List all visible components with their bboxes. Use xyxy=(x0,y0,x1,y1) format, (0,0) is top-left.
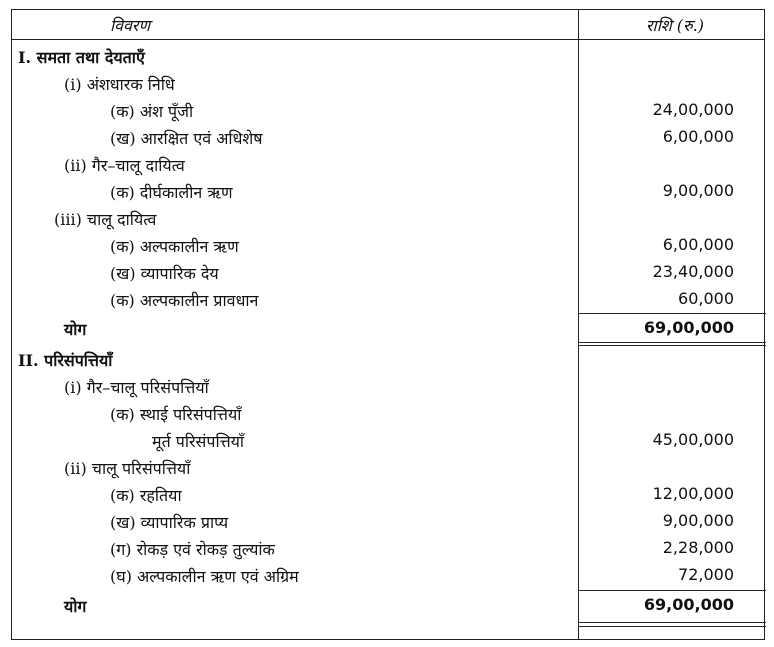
table-row xyxy=(12,400,766,427)
table-row xyxy=(12,70,766,97)
row-label: (क) अल्पकालीन प्रावधान xyxy=(110,291,259,310)
row-amount: 2,28,000 xyxy=(662,538,734,557)
row-label: (क) अंश पूँजी xyxy=(110,102,194,121)
table-row xyxy=(12,43,766,70)
total-rule-top xyxy=(578,313,766,314)
table-row xyxy=(12,373,766,400)
row-amount: 6,00,000 xyxy=(662,127,734,146)
total-rule-bottom-double xyxy=(578,626,766,627)
row-label: (क) दीर्घकालीन ऋण xyxy=(110,183,233,202)
row-amount: 12,00,000 xyxy=(652,484,734,503)
row-label: (ग) रोकड़ एवं रोकड़ तुल्यांक xyxy=(110,540,275,559)
table-row xyxy=(12,151,766,178)
row-label: (क) अल्पकालीन ऋण xyxy=(110,237,239,256)
table-row xyxy=(12,562,766,589)
total-label: योग xyxy=(64,320,87,339)
total-row-liabilities xyxy=(12,315,766,342)
table-row xyxy=(12,178,766,205)
section-title: I. समता तथा देयताएँ xyxy=(18,48,145,67)
balance-sheet-table xyxy=(11,9,765,640)
total-rule-bottom xyxy=(578,622,766,623)
table-row xyxy=(12,346,766,373)
row-amount: 24,00,000 xyxy=(652,100,734,119)
table-row xyxy=(12,259,766,286)
row-label: (i) अंशधारक निधि xyxy=(64,75,175,94)
table-row xyxy=(12,454,766,481)
total-rule-top xyxy=(578,590,766,591)
total-row-assets xyxy=(12,592,766,619)
amount-header: राशि (रु.) xyxy=(646,16,704,35)
row-amount: 9,00,000 xyxy=(662,181,734,200)
table-row xyxy=(12,481,766,508)
row-label: (क) रहतिया xyxy=(110,486,182,505)
total-amount: 69,00,000 xyxy=(643,318,734,337)
row-amount: 23,40,000 xyxy=(652,262,734,281)
row-label: (ii) गैर–चालू दायित्व xyxy=(64,156,185,175)
row-label: (घ) अल्पकालीन ऋण एवं अग्रिम xyxy=(110,567,299,586)
row-amount: 60,000 xyxy=(678,289,734,308)
table-header xyxy=(12,10,764,40)
table-row xyxy=(12,535,766,562)
table-row xyxy=(12,205,766,232)
table-row xyxy=(12,232,766,259)
table-row xyxy=(12,427,766,454)
row-label: (क) स्थाई परिसंपत्तियाँ xyxy=(110,405,242,424)
section-title: II. परिसंपत्तियाँ xyxy=(18,351,113,370)
row-label: (iii) चालू दायित्व xyxy=(54,210,157,229)
total-amount: 69,00,000 xyxy=(643,595,734,614)
row-label: (ख) आरक्षित एवं अधिशेष xyxy=(110,129,263,148)
row-amount: 6,00,000 xyxy=(662,235,734,254)
total-label: योग xyxy=(64,597,87,616)
row-label: मूर्त परिसंपत्तियाँ xyxy=(152,432,245,451)
row-label: (i) गैर–चालू परिसंपत्तियाँ xyxy=(64,378,209,397)
row-label: (ख) व्यापारिक देय xyxy=(110,264,219,283)
row-amount: 9,00,000 xyxy=(662,511,734,530)
table-row xyxy=(12,286,766,313)
table-row xyxy=(12,124,766,151)
row-amount: 45,00,000 xyxy=(652,430,734,449)
row-label: (ii) चालू परिसंपत्तियाँ xyxy=(64,459,191,478)
row-label: (ख) व्यापारिक प्राप्य xyxy=(110,513,229,532)
total-rule-bottom xyxy=(578,342,766,343)
row-amount: 72,000 xyxy=(678,565,734,584)
particulars-header: विवरण xyxy=(110,16,151,35)
table-row xyxy=(12,508,766,535)
table-row xyxy=(12,97,766,124)
